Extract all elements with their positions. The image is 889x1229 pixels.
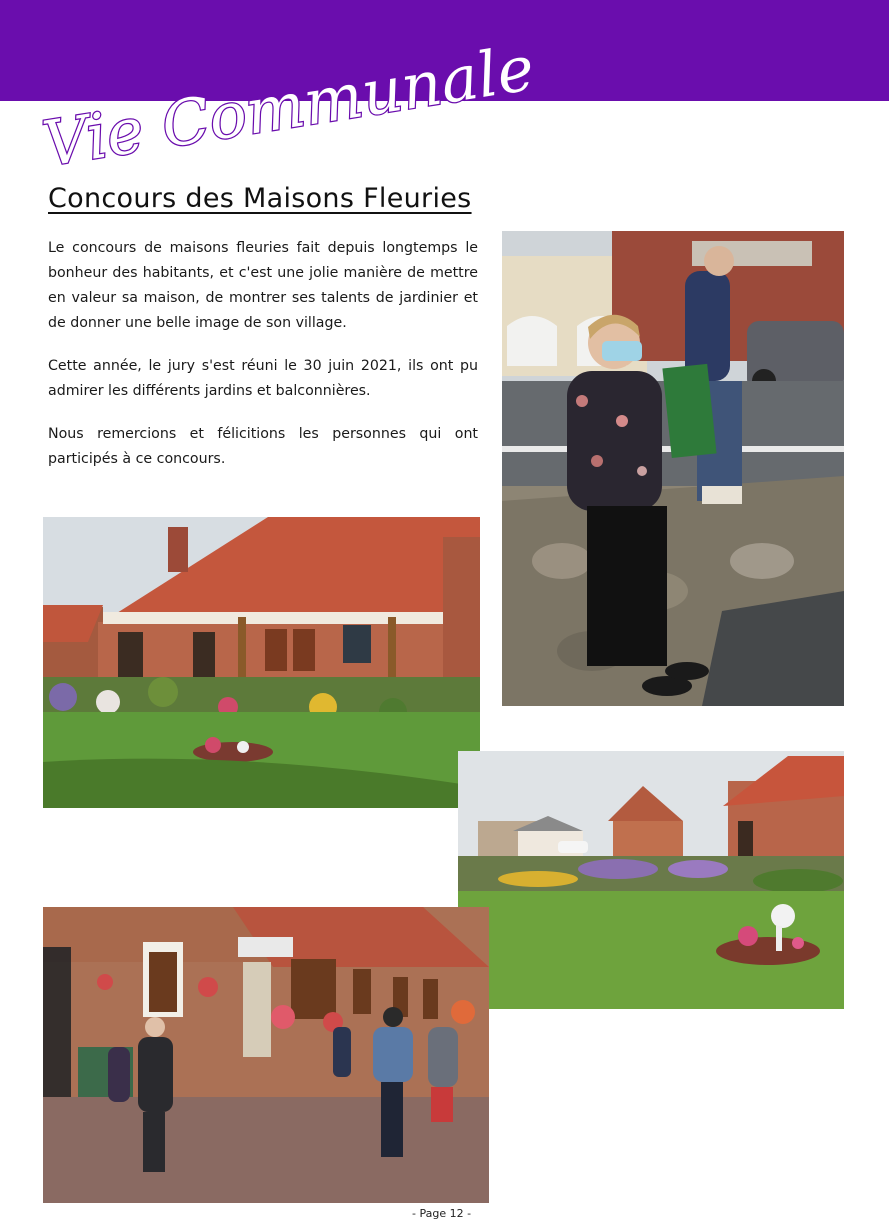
photo-street-visitors — [43, 907, 489, 1203]
section-title — [30, 31, 540, 181]
paragraph-intro: Le concours de maisons fleuries fait depuis longtemps le bonheur des habitants, et c'est une jolie manière de mettre en valeur sa maison, de montrer ses talents de jardinier et de donner une belle image de son village. — [48, 240, 478, 331]
paragraph-thanks: Nous remercions et félicitions les personnes qui ont participés à ce concours. — [48, 426, 478, 467]
page-number: - Page 12 - — [412, 1207, 472, 1220]
paragraph-jury: Cette année, le jury s'est réuni le 30 juin 2021, ils ont pu admirer les différents jardins et balconnières. — [48, 358, 478, 399]
article-body — [48, 236, 478, 490]
photo-jury-member — [502, 231, 844, 706]
section-title-text: Vie Communale — [38, 31, 540, 181]
photo-garden-lawn — [458, 751, 844, 1009]
photo-brick-house — [43, 517, 480, 808]
article-heading: Concours des Maisons Fleuries — [48, 183, 472, 214]
